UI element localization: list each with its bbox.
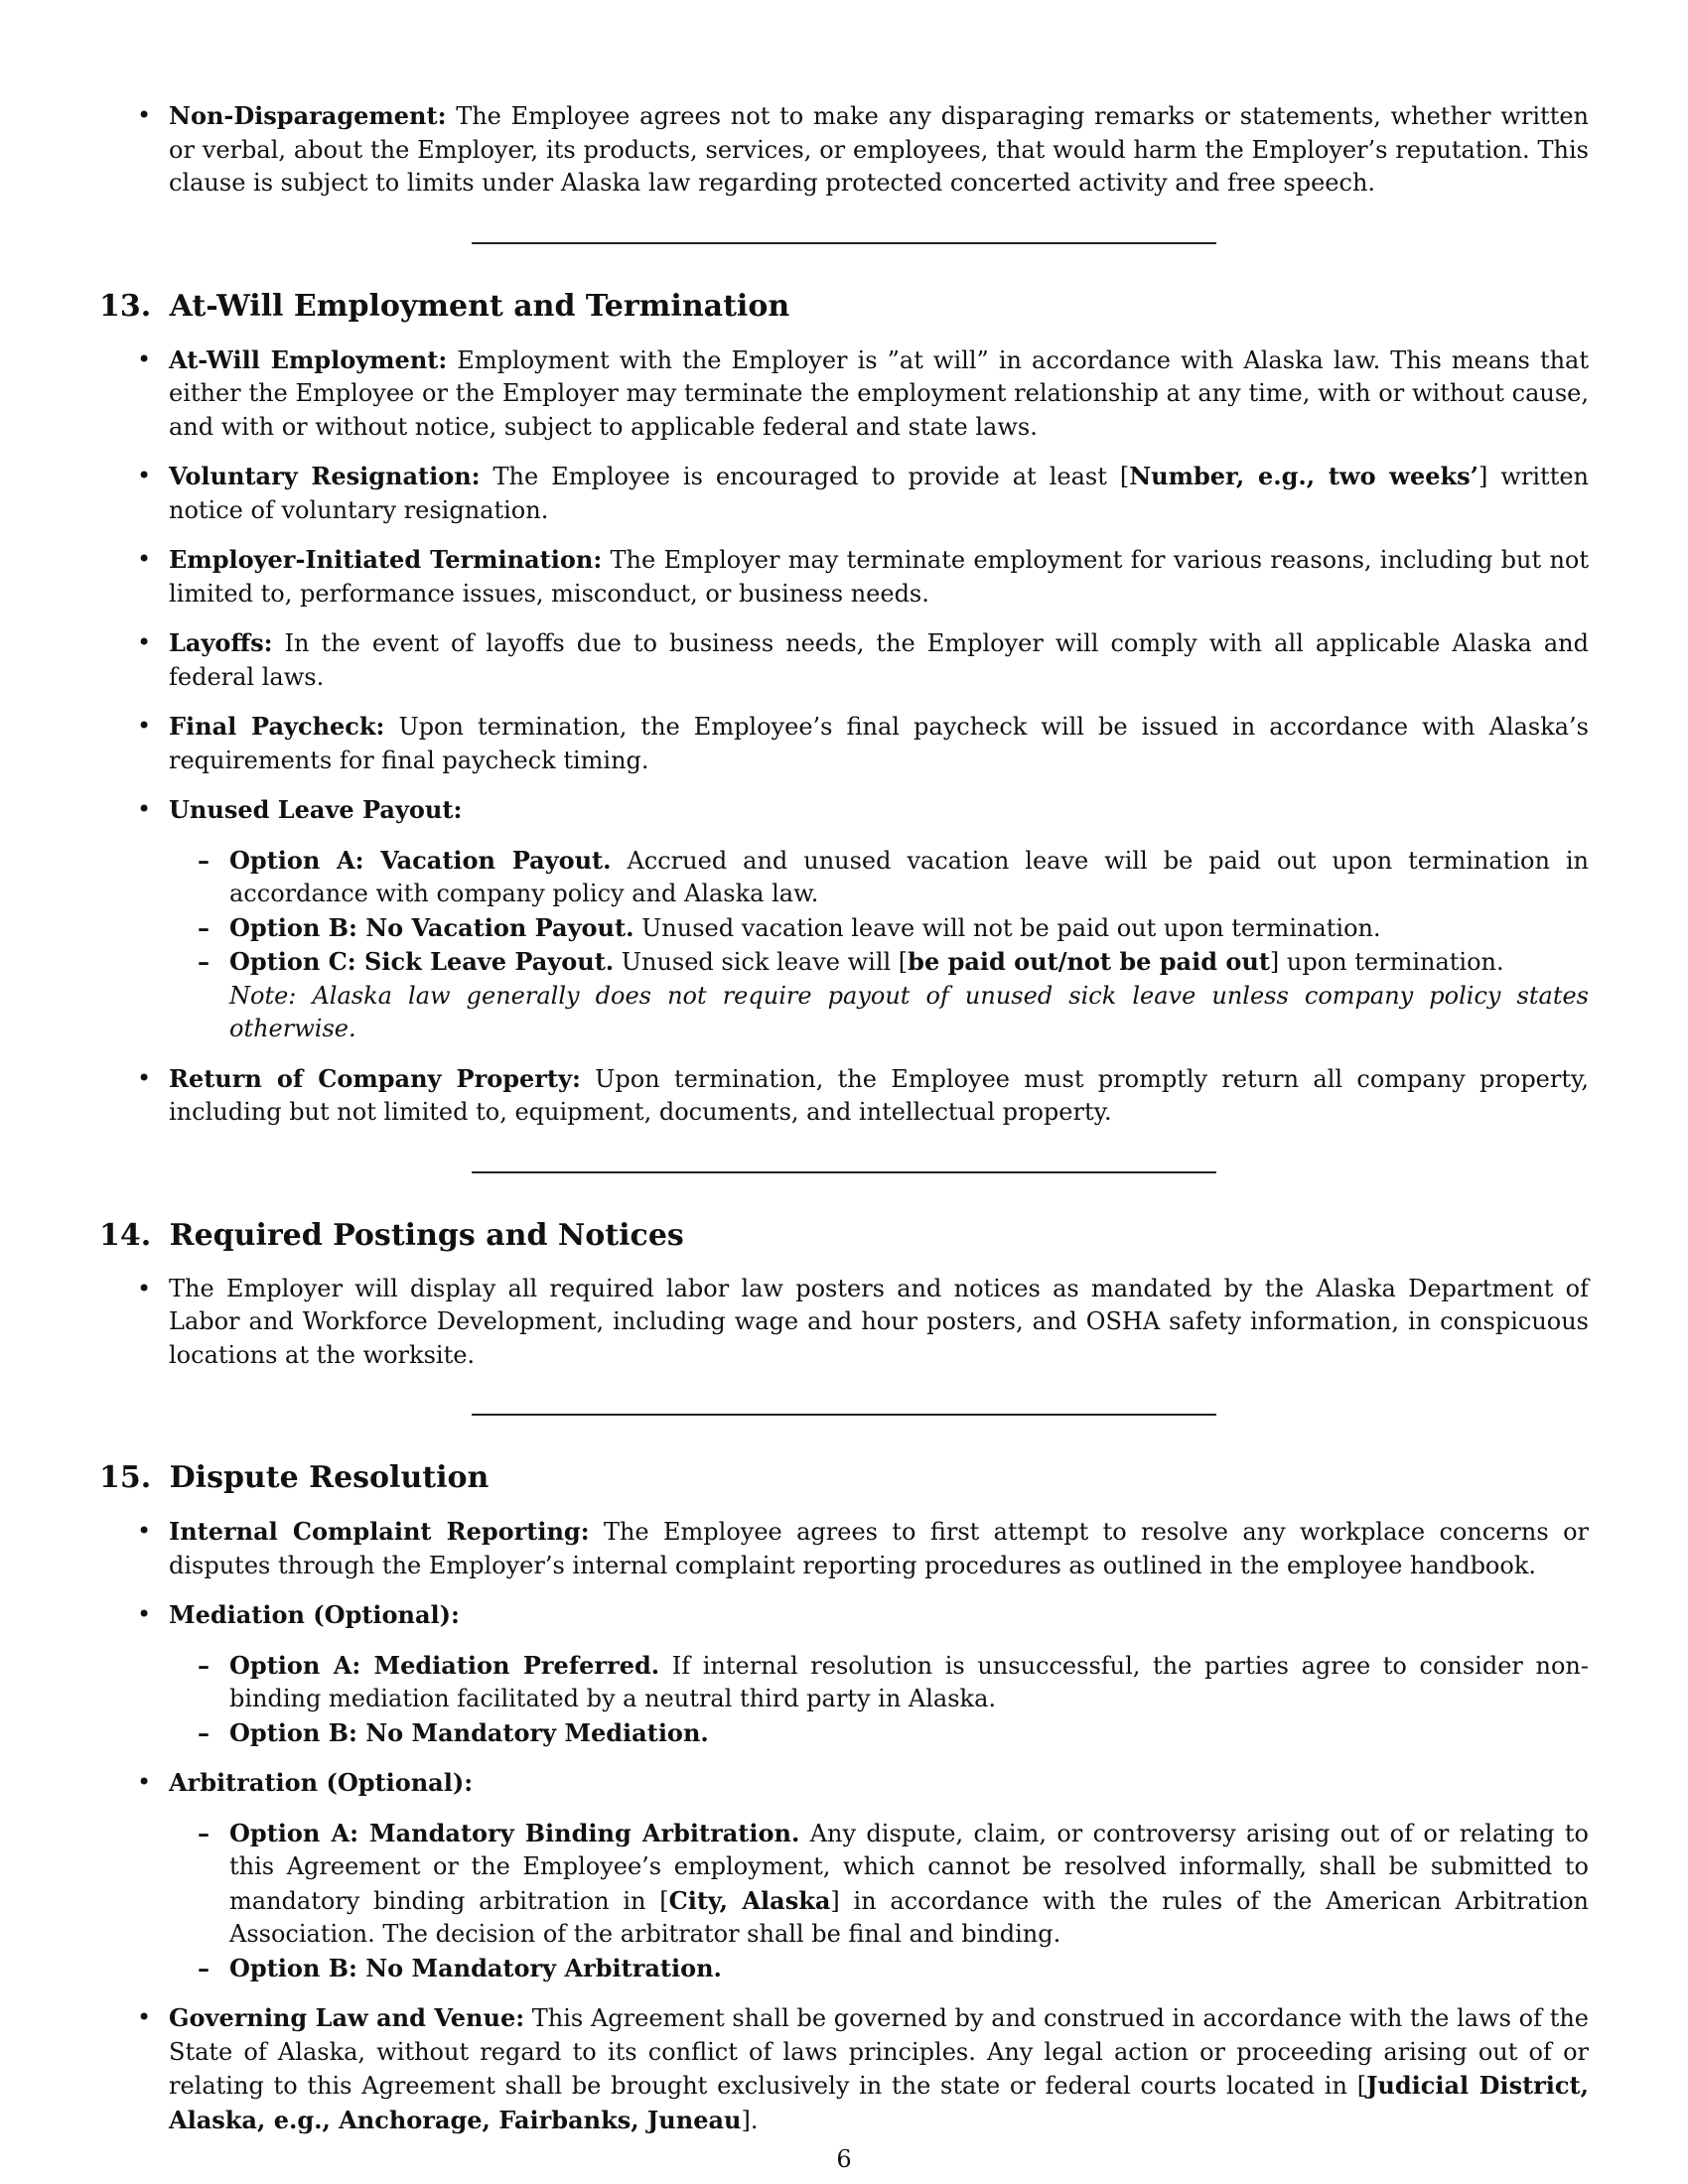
item-label: At-Will Employment:: [169, 344, 448, 374]
option-item: [169, 1952, 1589, 1986]
option-list: [169, 844, 1589, 1046]
item-label: Layoffs:: [169, 628, 273, 657]
item-text: The Employer will display all required labor law posters and notices as mandated by the Alaska Department of Labor and Workforce Development, including wage and hour posters, and OSHA safety information, in conspicuous locations at the worksite.: [169, 1274, 1589, 1369]
page-number: 6: [836, 2145, 852, 2173]
option-label: Option B: No Mandatory Arbitration.: [229, 1953, 722, 1982]
placeholder-field: Number, e.g., two weeks’: [1129, 462, 1479, 490]
item-label: Final Paycheck:: [169, 712, 385, 741]
item-label: Return of Company Property:: [169, 1063, 581, 1093]
section-title: Required Postings and Notices: [169, 1217, 684, 1253]
option-text: Any dispute, claim, or controversy arising out of or relating to this Agreement or the Employee’s employment, which cannot be resolved informally, shall be submitted to mandatory binding arbitration in [: [229, 1819, 1589, 1915]
page-content: [99, 99, 1589, 2153]
list-item-final-paycheck: [99, 710, 1589, 777]
option-label: Option A: Vacation Payout.: [229, 845, 612, 875]
list-item-postings: [99, 1273, 1589, 1373]
bullet-list: [99, 99, 1589, 201]
option-item: [169, 945, 1589, 1046]
option-label: Option B: No Mandatory Mediation.: [229, 1717, 709, 1747]
item-text: ].: [741, 2106, 759, 2134]
section-divider: [472, 1414, 1216, 1416]
list-item-layoffs: [99, 626, 1589, 694]
option-text: ] in accordance with the rules of the American Arbitration Association. The decision of the arbitrator shall be final and binding.: [229, 1886, 1589, 1948]
item-text: Upon termination, the Employee’s final paycheck will be issued in accordance with Alaska’s requirements for final paycheck timing.: [169, 713, 1589, 774]
item-label: Employer-Initiated Termination:: [169, 545, 603, 574]
section-number: 14.: [99, 1217, 152, 1253]
bullet-list: [99, 343, 1589, 1130]
item-label: Internal Complaint Reporting:: [169, 1517, 590, 1546]
list-item-non-disparagement: [99, 99, 1589, 201]
option-label: Option C: Sick Leave Payout.: [229, 947, 615, 976]
section-number: 13.: [99, 288, 152, 324]
placeholder-field: be paid out/not be paid out: [908, 947, 1270, 976]
section-title: At-Will Employment and Termination: [169, 288, 790, 324]
option-item: [169, 844, 1589, 911]
option-text: Unused sick leave will [: [614, 948, 909, 976]
section-heading-14: [99, 1217, 1589, 1255]
item-text: The Employee agrees not to make any disparaging remarks or statements, whether written or verbal, about the Employer, its products, services, or employees, that would harm the Employer’s reputation. This clause is subject to limits under Alaska law regarding protected concerted activity and free speech.: [169, 102, 1589, 197]
item-text: The Employee is encouraged to provide at least [: [480, 463, 1130, 490]
option-text: Unused vacation leave will not be paid out upon termination.: [633, 913, 1381, 942]
option-text: If internal resolution is unsuccessful, the parties agree to consider non-binding mediation facilitated by a neutral third party in Alaska.: [229, 1651, 1590, 1712]
item-label: Unused Leave Payout:: [169, 795, 463, 824]
list-item-resignation: [99, 460, 1589, 527]
item-label: Arbitration (Optional):: [169, 1768, 474, 1797]
bullet-list: [99, 1515, 1589, 2137]
item-label: Mediation (Optional):: [169, 1600, 460, 1629]
section-divider: [472, 242, 1216, 244]
item-label: Voluntary Resignation:: [169, 462, 481, 490]
section-title: Dispute Resolution: [169, 1460, 490, 1495]
option-list: [169, 1649, 1589, 1751]
option-item: [169, 1716, 1589, 1751]
list-item-mediation: [99, 1598, 1589, 1750]
italic-note: Note: Alaska law generally does not require payout of unused sick leave unless company policy states otherwise.: [229, 981, 1589, 1042]
option-list: [169, 1817, 1589, 1986]
section-number: 15.: [99, 1460, 152, 1495]
item-text: The Employer may terminate employment for various reasons, including but not limited to, performance issues, misconduct, or business needs.: [169, 546, 1589, 608]
option-label: Option A: Mediation Preferred.: [229, 1650, 660, 1680]
option-text: Accrued and unused vacation leave will be paid out upon termination in accordance with company policy and Alaska law.: [229, 846, 1589, 907]
list-item-company-property: [99, 1062, 1589, 1130]
item-text: Employment with the Employer is ”at will” in accordance with Alaska law. This means that either the Employee or the Employer may terminate the employment relationship at any time, with or without cause, and with or without notice, subject to applicable federal and state laws.: [169, 345, 1589, 441]
list-item-employer-termination: [99, 543, 1589, 611]
list-item-governing-law: [99, 2001, 1589, 2137]
item-text: This Agreement shall be governed by and construed in accordance with the laws of the State of Alaska, without regard to its conflict of laws principles. Any legal action or proceeding arising out of or relating to this Agreement shall be brought exclusively in the state or federal courts located in [: [169, 2004, 1589, 2100]
list-item-arbitration: [99, 1766, 1589, 1985]
option-text: ] upon termination.: [1269, 948, 1504, 976]
section-heading-13: [99, 288, 1589, 326]
item-label: Governing Law and Venue:: [169, 2003, 525, 2032]
list-item-leave-payout: [99, 793, 1589, 1046]
option-item: [169, 911, 1589, 946]
section-heading-15: [99, 1459, 1589, 1497]
option-label: Option A: Mandatory Binding Arbitration.: [229, 1818, 800, 1847]
placeholder-field: Judicial District, Alaska, e.g., Anchorage, Fairbanks, Juneau: [169, 2071, 1589, 2134]
item-text: Upon termination, the Employee must promptly return all company property, including but not limited to, equipment, documents, and intellectual property.: [169, 1064, 1590, 1126]
list-item-internal-complaint: [99, 1515, 1589, 1582]
item-text: The Employee agrees to first attempt to resolve any workplace concerns or disputes through the Employer’s internal complaint reporting procedures as outlined in the employee handbook.: [169, 1518, 1589, 1579]
item-label: Non-Disparagement:: [169, 101, 447, 130]
list-item-at-will: [99, 343, 1589, 445]
option-label: Option B: No Vacation Payout.: [229, 912, 634, 942]
bullet-list: [99, 1273, 1589, 1373]
section-divider: [472, 1171, 1216, 1173]
option-item: [169, 1649, 1589, 1716]
placeholder-field: City, Alaska: [668, 1885, 831, 1915]
item-text: In the event of layoffs due to business needs, the Employer will comply with all applicable Alaska and federal laws.: [169, 629, 1589, 691]
option-item: [169, 1817, 1589, 1952]
item-text: ] written notice of voluntary resignation.: [169, 463, 1590, 524]
